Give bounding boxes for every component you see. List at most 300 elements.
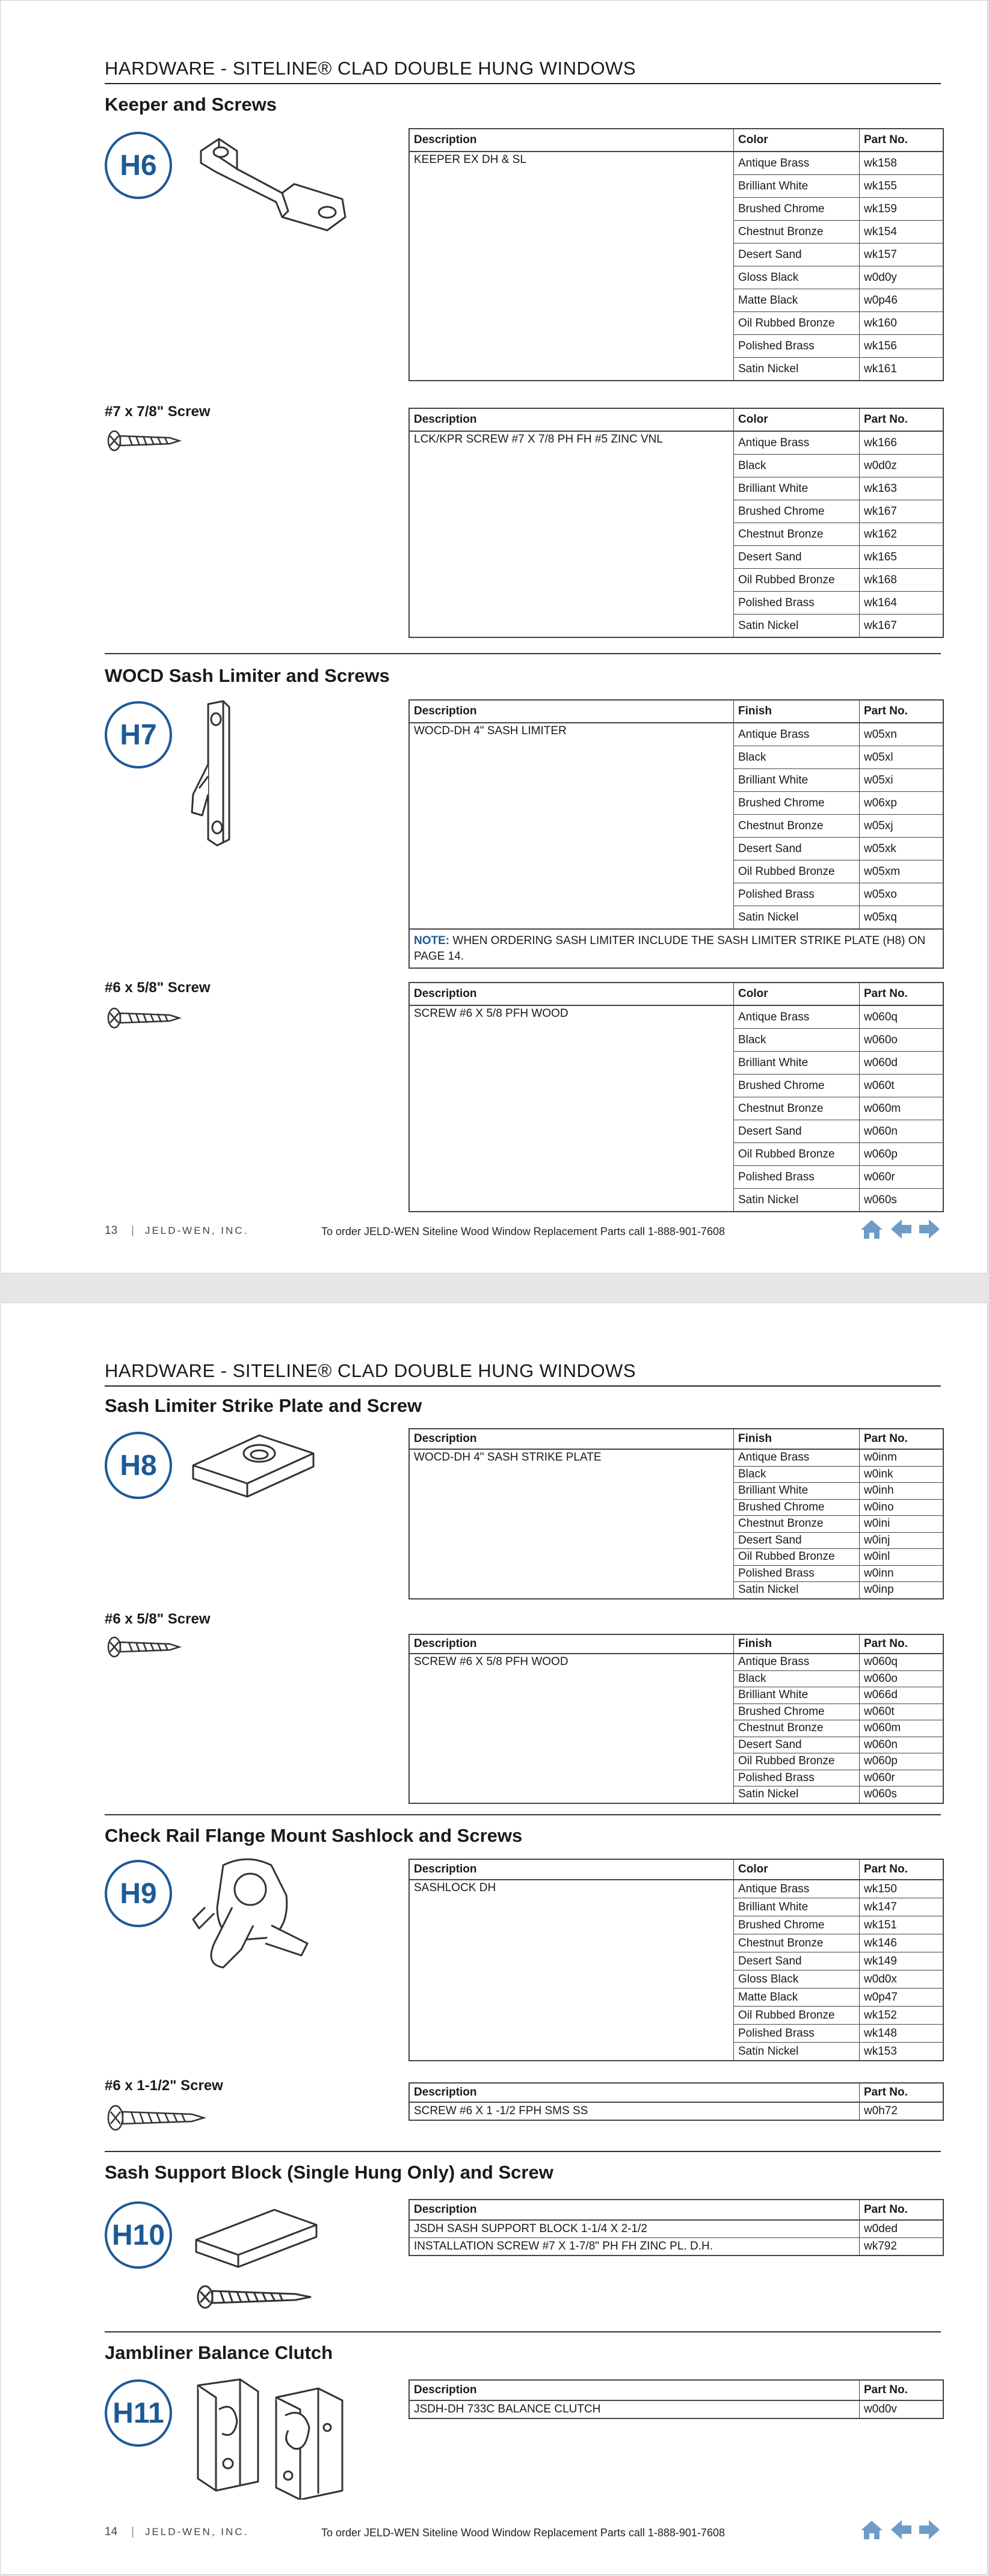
subtitle-6x112-screw: #6 x 1-1/2" Screw [105, 2078, 223, 2094]
finish-cell: Polished Brass [734, 1166, 860, 1188]
finish-cell: Desert Sand [734, 838, 860, 860]
note-text: WHEN ORDERING SASH LIMITER INCLUDE THE SASH LIMITER STRIKE PLATE (H8) ON PAGE 14. [414, 934, 926, 963]
table-row [734, 723, 943, 746]
part-number-cell: w05xq [864, 910, 897, 924]
part-number-cell: wk158 [864, 156, 897, 170]
item-description: WOCD-DH 4" SASH LIMITER [410, 723, 734, 928]
finish-cell: Brushed Chrome [734, 1704, 860, 1720]
table-row [410, 2237, 943, 2255]
part-number-cell: w0ded [864, 2222, 898, 2235]
col-color: Color [734, 129, 860, 151]
finish-cell: Chestnut Bronze [734, 815, 860, 837]
finish-cell: Brilliant White [734, 1687, 860, 1704]
table-row [734, 1898, 943, 1916]
keeper-illustration [192, 127, 354, 235]
section-rule [105, 653, 941, 654]
sash-limiter-illustration [181, 698, 253, 848]
table-row [734, 358, 943, 380]
item-description: SCREW #6 X 5/8 PFH WOOD [410, 1654, 734, 1803]
table-row [734, 1934, 943, 1952]
table-row [734, 1052, 943, 1075]
part-number-cell: w060s [864, 1193, 897, 1206]
part-number-cell: w0p46 [864, 293, 898, 307]
part-number-cell: w0inp [864, 1583, 894, 1596]
company-name: JELD-WEN, INC. [144, 1225, 249, 1236]
col-description: Description [410, 2084, 860, 2102]
finish-cell: Antique Brass [734, 432, 860, 454]
previous-page-icon[interactable] [890, 1218, 913, 1243]
finish-cell: Antique Brass [734, 1654, 860, 1670]
finish-cell: Oil Rubbed Bronze [734, 1549, 860, 1565]
table-row [734, 1500, 943, 1516]
strike-plate-parts-table [408, 1428, 944, 1599]
note-label: NOTE: [414, 934, 450, 947]
table-row [734, 1737, 943, 1754]
table-row [734, 1952, 943, 1970]
part-number-cell: w0ini [864, 1517, 890, 1530]
table-row [734, 1770, 943, 1787]
part-number-cell: w0d0z [864, 459, 897, 472]
badge-h11: H11 [105, 2379, 172, 2447]
part-number-cell: w060o [864, 1672, 898, 1685]
section-title-balance-clutch: Jambliner Balance Clutch [105, 2342, 333, 2363]
finish-cell: Black [734, 1029, 860, 1051]
company-name: JELD-WEN, INC. [144, 2526, 249, 2538]
table-row [734, 1483, 943, 1500]
page-footer: 14 | JELD-WEN, INC. [105, 2525, 249, 2538]
finish-cell: Polished Brass [734, 2025, 860, 2042]
part-number-cell: w060r [864, 1170, 895, 1183]
item-description: SASHLOCK DH [410, 1880, 734, 2060]
part-number-cell: wk167 [864, 619, 897, 632]
part-number-cell: w06xp [864, 796, 897, 809]
section-title-strike-plate: Sash Limiter Strike Plate and Screw [105, 1395, 422, 1416]
part-number-cell: w0inl [864, 1550, 890, 1563]
part-number-cell: w060t [864, 1705, 895, 1718]
part-number-cell: wk168 [864, 573, 897, 586]
table-row [734, 838, 943, 860]
part-number-cell: w0h72 [864, 2105, 898, 2117]
table-row [734, 500, 943, 523]
screw-illustration [105, 1635, 183, 1659]
table-row [734, 569, 943, 592]
finish-cell: Brushed Chrome [734, 792, 860, 814]
part-number-cell: w066d [864, 1688, 898, 1702]
keeper-parts-table [408, 128, 944, 381]
col-part-no: Part No. [864, 1863, 908, 1875]
finish-cell: Oil Rubbed Bronze [734, 569, 860, 591]
table-row [734, 1687, 943, 1704]
part-number-cell: w060m [864, 1722, 901, 1735]
description-cell: SCREW #6 X 1 -1/2 FPH SMS SS [410, 2103, 860, 2120]
part-number-cell: wk162 [864, 527, 897, 541]
table-row [734, 1916, 943, 1934]
finish-cell: Antique Brass [734, 1880, 860, 1898]
part-number-cell: wk164 [864, 596, 897, 609]
part-number-cell: w060q [864, 1655, 898, 1669]
page-header: HARDWARE - SITELINE® CLAD DOUBLE HUNG WINDOWS [105, 58, 636, 79]
col-part-no: Part No. [864, 133, 908, 146]
table-row [734, 1582, 943, 1598]
table-row [734, 335, 943, 358]
previous-page-icon[interactable] [890, 2519, 913, 2544]
part-number-cell: wk155 [864, 179, 897, 192]
table-row [734, 860, 943, 883]
finish-cell: Brushed Chrome [734, 1916, 860, 1934]
finish-cell: Satin Nickel [734, 1582, 860, 1598]
finish-cell: Brushed Chrome [734, 1075, 860, 1097]
table-row [734, 1467, 943, 1483]
finish-cell: Satin Nickel [734, 1786, 860, 1803]
finish-cell: Brilliant White [734, 1898, 860, 1916]
table-row [734, 198, 943, 221]
col-finish: Finish [734, 1429, 860, 1449]
screw-illustration [105, 1006, 183, 1030]
finish-cell: Polished Brass [734, 335, 860, 357]
col-color: Color [734, 409, 860, 431]
finish-cell: Chestnut Bronze [734, 1516, 860, 1532]
home-icon[interactable] [859, 2519, 884, 2544]
sash-limiter-parts-table [408, 699, 944, 969]
finish-cell: Polished Brass [734, 1770, 860, 1786]
finish-cell: Satin Nickel [734, 2043, 860, 2060]
order-note [410, 928, 943, 968]
part-number-cell: w05xi [864, 773, 893, 787]
rows [410, 2103, 943, 2120]
finish-cell: Oil Rubbed Bronze [734, 2007, 860, 2024]
catalog-page-13 [0, 0, 988, 1274]
finish-cell: Black [734, 455, 860, 477]
finish-cell: Brilliant White [734, 175, 860, 197]
part-number-cell: w05xl [864, 750, 893, 764]
part-number-cell: w060q [864, 1010, 898, 1023]
order-phone-text: To order JELD-WEN Siteline Wood Window Replacement Parts call 1-888-901-7608 [321, 1225, 725, 1237]
description-cell: INSTALLATION SCREW #7 X 1-7/8" PH FH ZINC PL. D.H. [410, 2238, 860, 2255]
finish-cell: Oil Rubbed Bronze [734, 1753, 860, 1770]
section-rule [105, 1814, 941, 1815]
subtitle-6x58-screw: #6 x 5/8" Screw [105, 980, 211, 996]
support-block-illustration [190, 2198, 322, 2312]
screw-78-parts-table [408, 408, 944, 638]
finish-cell: Desert Sand [734, 1952, 860, 1970]
finish-cell: Black [734, 1671, 860, 1687]
part-number-cell: wk159 [864, 202, 897, 215]
finish-cell: Brushed Chrome [734, 1500, 860, 1516]
table-row [734, 312, 943, 335]
table-row [734, 1786, 943, 1803]
part-number-cell: w0d0x [864, 1972, 897, 1986]
part-number-cell: w060n [864, 1738, 898, 1751]
sashlock-parts-table [408, 1859, 944, 2061]
table-row [734, 1753, 943, 1770]
part-number-cell: w060s [864, 1788, 897, 1801]
part-number-cell: wk146 [864, 1936, 897, 1949]
next-page-icon[interactable] [918, 1218, 941, 1243]
table-row [734, 175, 943, 198]
table-row [734, 2025, 943, 2043]
table-row [734, 1516, 943, 1533]
part-number-cell: w05xo [864, 888, 897, 901]
part-number-cell: wk153 [864, 2044, 897, 2058]
col-description: Description [410, 1635, 734, 1653]
table-row [734, 906, 943, 928]
col-description: Description [410, 2200, 860, 2219]
part-number-cell: wk157 [864, 248, 897, 261]
part-number-cell: w060d [864, 1056, 898, 1069]
table-row [410, 2103, 943, 2120]
table-row [734, 1880, 943, 1898]
section-title-sashlock: Check Rail Flange Mount Sashlock and Screws [105, 1825, 523, 1846]
part-number-cell: wk161 [864, 362, 897, 375]
header-rule [105, 1385, 941, 1387]
table-row [734, 1166, 943, 1189]
finish-cell: Satin Nickel [734, 906, 860, 928]
table-row [734, 244, 943, 266]
table-row [734, 2043, 943, 2060]
col-finish: Finish [734, 1635, 860, 1653]
part-number-cell: w060p [864, 1755, 898, 1768]
part-number-cell: w05xn [864, 728, 897, 741]
part-number-cell: wk154 [864, 225, 897, 238]
col-description: Description [410, 701, 734, 722]
table-row [734, 746, 943, 769]
header-rule [105, 83, 941, 84]
finish-cell: Antique Brass [734, 152, 860, 174]
col-description: Description [410, 2381, 860, 2400]
subtitle-6x58-screw: #6 x 5/8" Screw [105, 1611, 211, 1627]
finish-cell: Brushed Chrome [734, 500, 860, 523]
finish-cell: Satin Nickel [734, 1189, 860, 1211]
catalog-page-14 [0, 1302, 988, 2575]
table-row [734, 1970, 943, 1989]
table-row [734, 546, 943, 569]
part-number-cell: wk792 [864, 2240, 897, 2252]
table-row [734, 1097, 943, 1120]
part-number-cell: w0p47 [864, 1990, 898, 2004]
table-row [734, 815, 943, 838]
badge-h10: H10 [105, 2201, 172, 2269]
next-page-icon[interactable] [918, 2519, 941, 2544]
col-part-no: Part No. [864, 1432, 908, 1445]
page-footer: 13 | JELD-WEN, INC. [105, 1224, 249, 1237]
long-screw-illustration [105, 2103, 207, 2133]
col-description: Description [410, 983, 734, 1005]
table-row [734, 1075, 943, 1097]
finish-cell: Black [734, 1467, 860, 1483]
col-description: Description [410, 1860, 734, 1879]
finish-cell: Oil Rubbed Bronze [734, 312, 860, 334]
part-number-cell: wk150 [864, 1882, 897, 1895]
col-description: Description [410, 409, 734, 431]
rows [734, 1450, 943, 1598]
screw-illustration [105, 429, 183, 453]
finish-cell: Antique Brass [734, 1450, 860, 1466]
balance-clutch-parts-table [408, 2379, 944, 2419]
table-row [734, 1989, 943, 2007]
balance-clutch-illustration [186, 2373, 366, 2500]
item-description: WOCD-DH 4" SASH STRIKE PLATE [410, 1450, 734, 1598]
finish-cell: Brilliant White [734, 1052, 860, 1074]
part-number-cell: wk156 [864, 339, 897, 352]
part-number-cell: w05xm [864, 865, 901, 878]
screw-112-parts-table [408, 2082, 944, 2121]
badge-h9: H9 [105, 1860, 172, 1927]
badge-h8: H8 [105, 1432, 172, 1499]
table-row [734, 1533, 943, 1550]
table-row [734, 1704, 943, 1721]
item-description: KEEPER EX DH & SL [410, 152, 734, 380]
part-number-cell: wk167 [864, 504, 897, 518]
table-row [734, 266, 943, 289]
table-row [734, 792, 943, 815]
finish-cell: Matte Black [734, 289, 860, 311]
page-number: 13 [105, 1224, 118, 1237]
table-row [734, 1450, 943, 1467]
table-row [734, 1566, 943, 1583]
table-row [734, 883, 943, 906]
screw-58-parts-table [408, 1634, 944, 1804]
part-number-cell: w060r [864, 1771, 895, 1784]
finish-cell: Brushed Chrome [734, 198, 860, 220]
table-row [734, 1120, 943, 1143]
table-row [734, 1720, 943, 1737]
finish-cell: Gloss Black [734, 266, 860, 289]
table-row [734, 2007, 943, 2025]
page-header: HARDWARE - SITELINE® CLAD DOUBLE HUNG WINDOWS [105, 1360, 636, 1381]
rows [410, 2221, 943, 2255]
table-row [734, 1654, 943, 1671]
table-row [734, 152, 943, 175]
section-title-keeper: Keeper and Screws [105, 94, 277, 115]
part-number-cell: w05xk [864, 842, 896, 855]
rows [410, 2401, 943, 2418]
finish-cell: Desert Sand [734, 244, 860, 266]
col-color: Color [734, 1860, 860, 1879]
rows [734, 1880, 943, 2060]
table-row [734, 477, 943, 500]
col-part-no: Part No. [864, 987, 908, 1000]
part-number-cell: wk163 [864, 482, 897, 495]
table-row [734, 1006, 943, 1029]
col-part-no: Part No. [864, 2384, 908, 2396]
finish-cell: Polished Brass [734, 883, 860, 906]
part-number-cell: w0ino [864, 1500, 894, 1513]
finish-cell: Satin Nickel [734, 615, 860, 637]
table-row [734, 592, 943, 615]
sashlock-illustration [181, 1853, 313, 1980]
part-number-cell: w060p [864, 1147, 898, 1161]
finish-cell: Desert Sand [734, 1120, 860, 1142]
part-number-cell: wk166 [864, 436, 897, 449]
finish-cell: Black [734, 746, 860, 768]
rows [734, 432, 943, 637]
badge-h6: H6 [105, 132, 172, 199]
table-row [734, 1189, 943, 1211]
table-row [734, 1029, 943, 1052]
finish-cell: Chestnut Bronze [734, 221, 860, 243]
description-cell: JSDH SASH SUPPORT BLOCK 1-1/4 X 2-1/2 [410, 2221, 860, 2237]
part-number-cell: w0ink [864, 1467, 893, 1480]
finish-cell: Chestnut Bronze [734, 1934, 860, 1952]
table-row [734, 221, 943, 244]
strike-plate-illustration [187, 1429, 319, 1501]
col-part-no: Part No. [864, 705, 908, 717]
page-nav [859, 1218, 941, 1243]
finish-cell: Polished Brass [734, 592, 860, 614]
part-number-cell: wk148 [864, 2026, 897, 2040]
part-number-cell: w060o [864, 1033, 898, 1046]
table-row [410, 2221, 943, 2237]
finish-cell: Chestnut Bronze [734, 1720, 860, 1737]
finish-cell: Matte Black [734, 1989, 860, 2006]
finish-cell: Chestnut Bronze [734, 523, 860, 545]
finish-cell: Satin Nickel [734, 358, 860, 380]
part-number-cell: wk147 [864, 1900, 897, 1913]
col-color: Color [734, 983, 860, 1005]
description-cell: JSDH-DH 733C BALANCE CLUTCH [410, 2401, 860, 2418]
table-row [734, 769, 943, 792]
screw-58-parts-table [408, 982, 944, 1212]
part-number-cell: w060t [864, 1079, 895, 1092]
finish-cell: Polished Brass [734, 1566, 860, 1582]
part-number-cell: wk151 [864, 1918, 897, 1931]
table-row [734, 1549, 943, 1566]
table-row [734, 1671, 943, 1688]
col-part-no: Part No. [864, 413, 908, 426]
finish-cell: Oil Rubbed Bronze [734, 1143, 860, 1165]
col-description: Description [410, 129, 734, 151]
finish-cell: Desert Sand [734, 1737, 860, 1753]
finish-cell: Antique Brass [734, 1006, 860, 1028]
finish-cell: Chestnut Bronze [734, 1097, 860, 1120]
col-finish: Finish [734, 701, 860, 722]
subtitle-7x78-screw: #7 x 7/8" Screw [105, 403, 211, 420]
order-phone-text: To order JELD-WEN Siteline Wood Window Replacement Parts call 1-888-901-7608 [321, 2527, 725, 2539]
table-row [734, 1143, 943, 1166]
home-icon[interactable] [859, 1218, 884, 1243]
rows [734, 152, 943, 380]
table-row [410, 2401, 943, 2418]
section-title-sash-limiter: WOCD Sash Limiter and Screws [105, 665, 390, 686]
col-part-no: Part No. [864, 2086, 908, 2099]
part-number-cell: w0d0y [864, 271, 897, 284]
part-number-cell: wk149 [864, 1954, 897, 1967]
col-part-no: Part No. [864, 1637, 908, 1650]
table-row [734, 523, 943, 546]
part-number-cell: w0d0v [864, 2403, 897, 2415]
table-row [734, 615, 943, 637]
part-number-cell: wk152 [864, 2008, 897, 2022]
finish-cell: Gloss Black [734, 1970, 860, 1988]
finish-cell: Brilliant White [734, 1483, 860, 1499]
page-nav [859, 2519, 941, 2544]
support-block-parts-table [408, 2199, 944, 2256]
part-number-cell: w05xj [864, 819, 893, 832]
finish-cell: Desert Sand [734, 1533, 860, 1549]
col-part-no: Part No. [864, 2203, 908, 2216]
finish-cell: Brilliant White [734, 477, 860, 500]
part-number-cell: wk165 [864, 550, 897, 563]
col-description: Description [410, 1429, 734, 1449]
part-number-cell: w0inm [864, 1451, 897, 1464]
item-description: LCK/KPR SCREW #7 X 7/8 PH FH #5 ZINC VNL [410, 432, 734, 637]
rows [734, 1654, 943, 1803]
section-rule [105, 2331, 941, 2332]
part-number-cell: w0inj [864, 1533, 890, 1547]
part-number-cell: w0inh [864, 1484, 894, 1497]
finish-cell: Brilliant White [734, 769, 860, 791]
finish-cell: Antique Brass [734, 723, 860, 746]
